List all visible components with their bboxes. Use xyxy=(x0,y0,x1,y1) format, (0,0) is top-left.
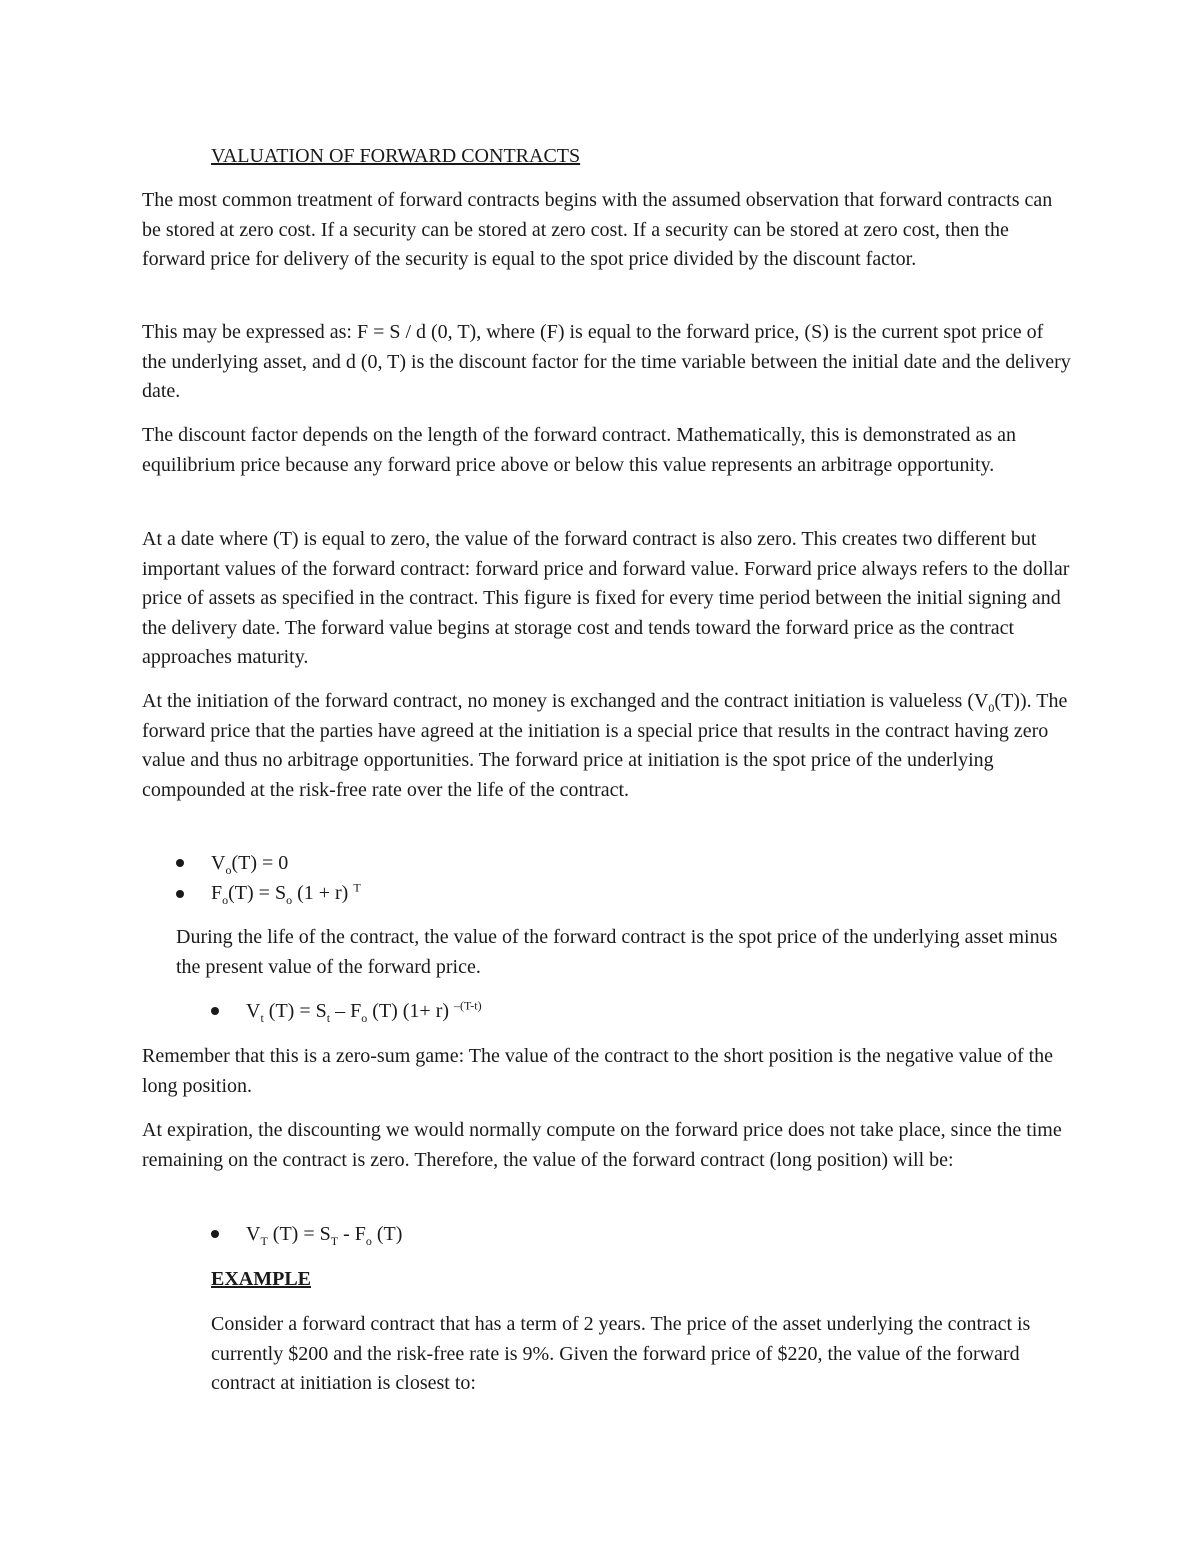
formula-value-at-expiration: $V_T$ $(T) = S_T - F_o$ (T) xyxy=(246,1223,403,1248)
paragraph-initiation-part-a: At the initiation of the forward contract, no money is exchanged and the contract initiation is valueless (V xyxy=(142,690,989,712)
example-heading: EXAMPLE xyxy=(211,1268,311,1290)
paragraph-initiation-subscript: 0 xyxy=(988,701,995,715)
paragraph-discount-factor: The discount factor depends on the length of the forward contract. Mathematically, this is demonstrated as an equilibrium price because any forward price above or below this value represents an arbitrage opportunity. xyxy=(142,424,1016,476)
formula-initial-forward-price: $F_o(T) = S_o$ (1 + r) $^T$ xyxy=(211,880,361,907)
paragraph-example-question: Consider a forward contract that has a term of 2 years. The price of the asset underlying the contract is currently $200 and the risk-free rate is 9%. Given the forward price of $220, the value of the forward contract at initiation is closest to: xyxy=(211,1313,1031,1394)
paragraph-during-life: During the life of the contract, the value of the forward contract is the spot price of the underlying asset minus the present value of the forward price. xyxy=(176,926,1058,978)
paragraph-storage-cost: The most common treatment of forward contracts begins with the assumed observation that forward contracts can be stored at zero cost. If a security can be stored at zero cost. If a security can be stored at zero cost, then the forward price for delivery of the security is equal to the spot price divided by the discount factor. xyxy=(142,189,1053,270)
formula-initial-value: $V_o(T) = 0$ xyxy=(211,852,289,877)
formula-value-during-life: $V_t$ $(T) = S_t - F_o$ (T) (1+ r) $^{-(T-t)}$ xyxy=(246,998,482,1025)
document-title: VALUATION OF FORWARD CONTRACTS xyxy=(211,145,581,167)
paragraph-zero-sum: Remember that this is a zero-sum game: The value of the contract to the short position is the negative value of the long position. xyxy=(142,1045,1054,1097)
paragraph-initiation-part-b: (T)). The forward price that the parties have agreed at the initiation is a special price that results in the contract having zero value and thus no arbitrage opportunities. The forward price at initiation is the spot price of the underlying compounded at the risk-free rate over the life of the contract. xyxy=(142,690,1068,801)
paragraph-forward-value: At a date where (T) is equal to zero, the value of the forward contract is also zero. This creates two different but important values of the forward contract: forward price and forward value. Forward price always refers to the dollar price of assets as specified in the contract. This figure is fixed for every time period between the initial signing and the delivery date. The forward value begins at storage cost and tends toward the forward price as the contract approaches maturity. xyxy=(142,528,1070,668)
paragraph-forward-price-formula: This may be expressed as: F = S / d (0, T), where (F) is equal to the forward price, (S) is the current spot price of the underlying asset, and d (0, T) is the discount factor for the time variable between the initial date and the delivery date. xyxy=(142,321,1071,402)
bullet-icon xyxy=(211,1007,219,1015)
bullet-icon xyxy=(176,890,184,898)
paragraph-initiation xyxy=(142,687,1072,805)
bullet-icon xyxy=(211,1230,219,1238)
paragraph-expiration: At expiration, the discounting we would normally compute on the forward price does not take place, since the time remaining on the contract is zero. Therefore, the value of the forward contract (long position) will be: xyxy=(142,1119,1062,1171)
bullet-icon xyxy=(176,859,184,867)
